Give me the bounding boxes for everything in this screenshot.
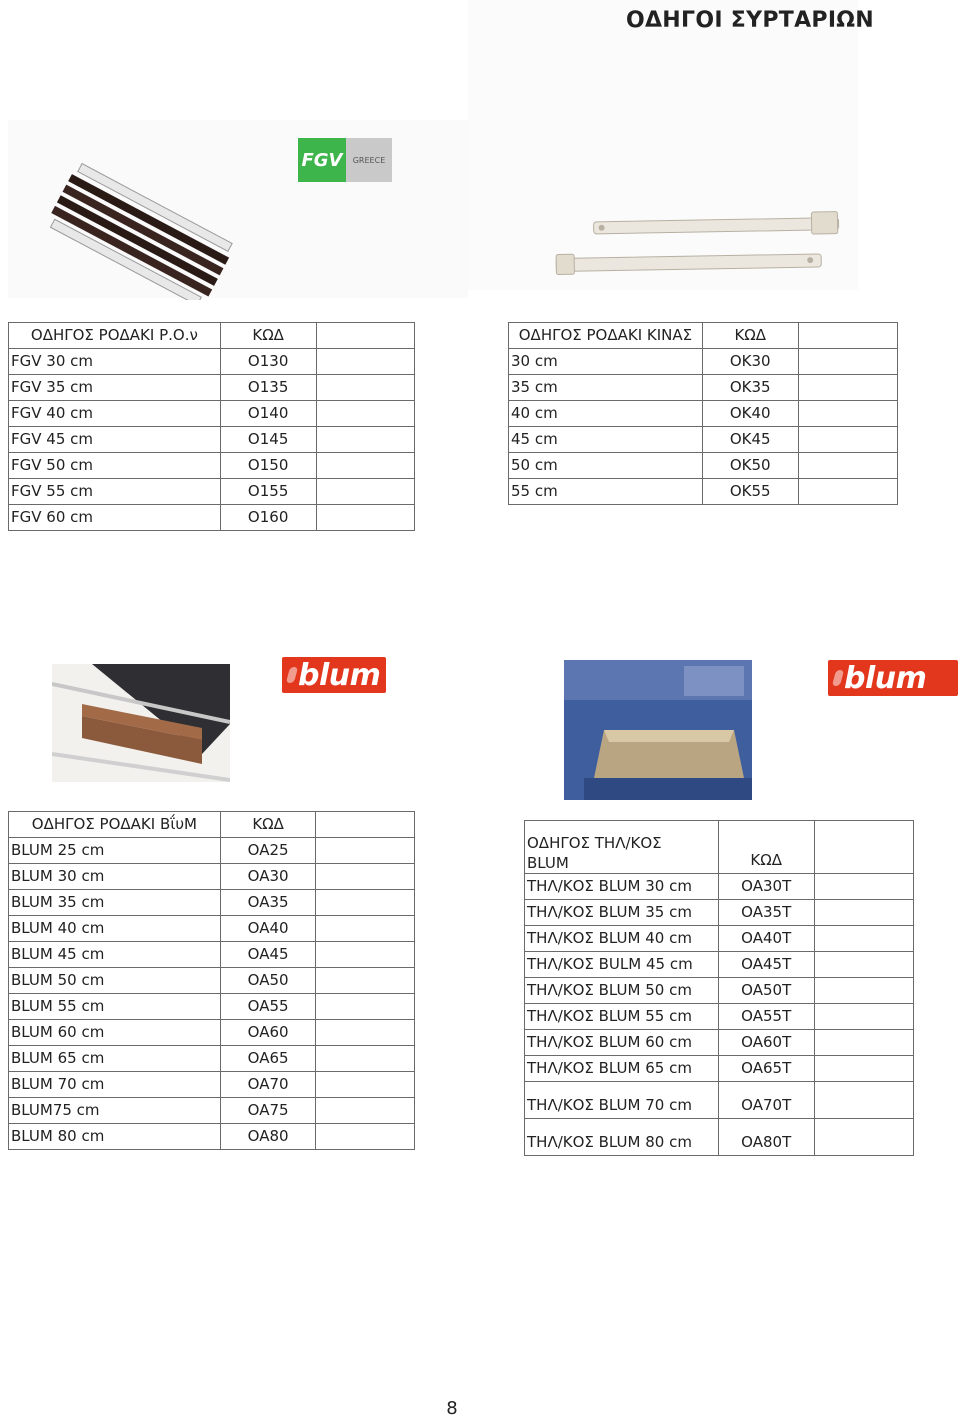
product-code: O135 — [220, 375, 316, 401]
empty-cell — [316, 427, 415, 453]
table-row — [9, 994, 415, 1020]
blum-telescopic-rails-table — [524, 820, 914, 1156]
telescopic-table-clip — [520, 818, 920, 1168]
table-header-row — [525, 821, 914, 874]
empty-cell — [316, 375, 415, 401]
product-description: BLUM 40 cm — [9, 916, 221, 942]
table-row — [525, 1056, 914, 1082]
empty-cell — [814, 1004, 913, 1030]
table-row — [9, 453, 415, 479]
product-description: 50 cm — [509, 453, 703, 479]
table-row — [9, 479, 415, 505]
table-row — [9, 349, 415, 375]
product-description: BLUM 55 cm — [9, 994, 221, 1020]
product-description: BLUM 65 cm — [9, 1046, 221, 1072]
fgv-drawer-rails-photo — [48, 160, 238, 300]
empty-cell — [798, 479, 897, 505]
product-code: OA55T — [718, 1004, 814, 1030]
empty-cell — [316, 968, 415, 994]
product-code: OA80T — [718, 1119, 814, 1156]
empty-cell — [316, 838, 415, 864]
table-row — [9, 1124, 415, 1150]
column-header-empty — [316, 812, 415, 838]
product-description: ΤΗΛ/ΚΟΣ BLUM 70 cm — [525, 1082, 719, 1119]
product-description: FGV 50 cm — [9, 453, 221, 479]
product-code: OA30T — [718, 874, 814, 900]
blum-logo-mark — [832, 670, 844, 686]
product-description: FGV 55 cm — [9, 479, 221, 505]
product-description: FGV 35 cm — [9, 375, 221, 401]
product-description: BLUM 80 cm — [9, 1124, 221, 1150]
empty-cell — [814, 926, 913, 952]
product-description: ΤΗΛ/ΚΟΣ BLUM 80 cm — [525, 1119, 719, 1156]
product-code: OA45T — [718, 952, 814, 978]
table-row — [9, 1046, 415, 1072]
empty-cell — [316, 401, 415, 427]
product-code: O155 — [220, 479, 316, 505]
table-row — [9, 401, 415, 427]
product-code: OA35 — [220, 890, 316, 916]
empty-cell — [798, 401, 897, 427]
product-code: O150 — [220, 453, 316, 479]
fgv-logo-text: GREECE — [346, 138, 392, 182]
product-description: FGV 40 cm — [9, 401, 221, 427]
product-code: OA30 — [220, 864, 316, 890]
product-description: BLUM 45 cm — [9, 942, 221, 968]
empty-cell — [814, 1056, 913, 1082]
empty-cell — [316, 1072, 415, 1098]
product-code: OA75 — [220, 1098, 316, 1124]
product-description: BLUM 70 cm — [9, 1072, 221, 1098]
table-row — [509, 479, 898, 505]
empty-cell — [316, 1046, 415, 1072]
table-row — [525, 952, 914, 978]
empty-cell — [316, 942, 415, 968]
product-code: OA70T — [718, 1082, 814, 1119]
product-code: OA40 — [220, 916, 316, 942]
blum-rails-table — [8, 811, 415, 1150]
table-row — [9, 838, 415, 864]
column-header-description: ΟΔΗΓΟΣ ΡΟΔΑΚΙ Ρ.Ο.ν — [9, 323, 221, 349]
table-row — [509, 427, 898, 453]
column-header-description: ΟΔΗΓΟΣ ΡΟΔΑΚΙ ΚΙΝΑΣ — [509, 323, 703, 349]
product-code: OK40 — [702, 401, 798, 427]
product-code: OA65T — [718, 1056, 814, 1082]
header-line-1: ΟΔΗΓΟΣ ΤΗΛ/ΚΟΣ — [527, 834, 662, 852]
product-description: FGV 45 cm — [9, 427, 221, 453]
product-description: BLUM 30 cm — [9, 864, 221, 890]
empty-cell — [814, 900, 913, 926]
blum-logo-mark — [286, 667, 298, 683]
empty-cell — [316, 505, 415, 531]
column-header-code: ΚΩΔ — [220, 323, 316, 349]
china-rails-table — [508, 322, 898, 505]
table-row — [9, 505, 415, 531]
column-header-code: ΚΩΔ — [220, 812, 316, 838]
table-row — [525, 1082, 914, 1119]
product-description: ΤΗΛ/ΚΟΣ BLUM 55 cm — [525, 1004, 719, 1030]
product-code: OA40T — [718, 926, 814, 952]
column-header-description — [525, 821, 719, 874]
product-code: OA50T — [718, 978, 814, 1004]
product-description: BLUM 50 cm — [9, 968, 221, 994]
empty-cell — [316, 890, 415, 916]
product-code: O145 — [220, 427, 316, 453]
table-row — [525, 1030, 914, 1056]
empty-cell — [316, 1124, 415, 1150]
product-description: ΤΗΛ/ΚΟΣ BLUM 50 cm — [525, 978, 719, 1004]
product-description: 55 cm — [509, 479, 703, 505]
table-row — [509, 349, 898, 375]
product-code: OA25 — [220, 838, 316, 864]
table-header-row — [509, 323, 898, 349]
product-code: OA70 — [220, 1072, 316, 1098]
product-code: OA80 — [220, 1124, 316, 1150]
page-number: 8 — [446, 1398, 458, 1419]
product-code: OA35T — [718, 900, 814, 926]
table-row — [525, 900, 914, 926]
empty-cell — [316, 349, 415, 375]
product-description: ΤΗΛ/ΚΟΣ BLUM 30 cm — [525, 874, 719, 900]
product-description: BLUM 25 cm — [9, 838, 221, 864]
product-code: OK35 — [702, 375, 798, 401]
empty-cell — [814, 952, 913, 978]
table-row — [9, 1098, 415, 1124]
empty-cell — [316, 916, 415, 942]
empty-cell — [814, 978, 913, 1004]
product-code: O160 — [220, 505, 316, 531]
table-row — [509, 375, 898, 401]
blum-logo-text: blum — [844, 660, 927, 696]
product-code: O130 — [220, 349, 316, 375]
page-title: ΟΔΗΓΟΙ ΣΥΡΤΑΡΙΩΝ — [625, 8, 875, 33]
column-header-code: ΚΩΔ — [702, 323, 798, 349]
fgv-logo — [298, 138, 392, 182]
fgv-rails-table — [8, 322, 415, 531]
empty-cell — [316, 1020, 415, 1046]
product-code: OK55 — [702, 479, 798, 505]
table-row — [525, 1004, 914, 1030]
product-description: BLUM 35 cm — [9, 890, 221, 916]
table-row — [9, 427, 415, 453]
table-row — [9, 916, 415, 942]
product-code: OA45 — [220, 942, 316, 968]
empty-cell — [316, 453, 415, 479]
product-code: OA50 — [220, 968, 316, 994]
product-description: ΤΗΛ/ΚΟΣ BLUM 60 cm — [525, 1030, 719, 1056]
product-description: 35 cm — [509, 375, 703, 401]
column-header-code: ΚΩΔ — [718, 821, 814, 874]
product-code: OA65 — [220, 1046, 316, 1072]
product-description: 45 cm — [509, 427, 703, 453]
empty-cell — [316, 864, 415, 890]
table-row — [9, 942, 415, 968]
blum-logo-text: blum — [298, 657, 381, 693]
table-row — [525, 978, 914, 1004]
table-header-row — [9, 812, 415, 838]
empty-cell — [798, 453, 897, 479]
column-header-empty — [814, 821, 913, 874]
column-header-description: ΟΔΗΓΟΣ ΡΟΔΑΚΙ ΒΐυΜ — [9, 812, 221, 838]
table-row — [525, 926, 914, 952]
product-description: ΤΗΛ/ΚΟΣ BLUM 40 cm — [525, 926, 719, 952]
table-header-row — [9, 323, 415, 349]
table-row — [9, 890, 415, 916]
china-drawer-rails-photo — [552, 208, 852, 288]
blum-logo — [282, 657, 386, 693]
empty-cell — [316, 479, 415, 505]
product-code: O140 — [220, 401, 316, 427]
empty-cell — [316, 1098, 415, 1124]
table-row — [9, 968, 415, 994]
table-row — [525, 1119, 914, 1156]
empty-cell — [316, 994, 415, 1020]
blum-drawer-photo — [52, 664, 230, 782]
empty-cell — [798, 349, 897, 375]
blum-logo — [828, 660, 958, 696]
product-description: ΤΗΛ/ΚΟΣ BULM 45 cm — [525, 952, 719, 978]
product-description: ΤΗΛ/ΚΟΣ BLUM 35 cm — [525, 900, 719, 926]
empty-cell — [814, 874, 913, 900]
header-line-2: BLUM — [527, 854, 569, 872]
product-code: OA60 — [220, 1020, 316, 1046]
product-code: OK45 — [702, 427, 798, 453]
empty-cell — [798, 427, 897, 453]
product-description: 30 cm — [509, 349, 703, 375]
empty-cell — [814, 1030, 913, 1056]
table-row — [9, 1020, 415, 1046]
empty-cell — [798, 375, 897, 401]
fgv-logo-mark: FGV — [298, 138, 346, 182]
product-code: OA60T — [718, 1030, 814, 1056]
column-header-empty — [798, 323, 897, 349]
column-header-empty — [316, 323, 415, 349]
table-row — [9, 1072, 415, 1098]
table-row — [509, 401, 898, 427]
empty-cell — [814, 1119, 913, 1156]
table-row — [9, 375, 415, 401]
product-description: FGV 30 cm — [9, 349, 221, 375]
product-description: FGV 60 cm — [9, 505, 221, 531]
table-row — [525, 874, 914, 900]
product-description: 40 cm — [509, 401, 703, 427]
product-description: ΤΗΛ/ΚΟΣ BLUM 65 cm — [525, 1056, 719, 1082]
product-code: OK30 — [702, 349, 798, 375]
table-row — [9, 864, 415, 890]
product-code: OK50 — [702, 453, 798, 479]
empty-cell — [814, 1082, 913, 1119]
product-code: OA55 — [220, 994, 316, 1020]
table-row — [509, 453, 898, 479]
product-description: BLUM 60 cm — [9, 1020, 221, 1046]
product-description: BLUM75 cm — [9, 1098, 221, 1124]
blum-telescopic-drawer-photo — [564, 660, 752, 800]
